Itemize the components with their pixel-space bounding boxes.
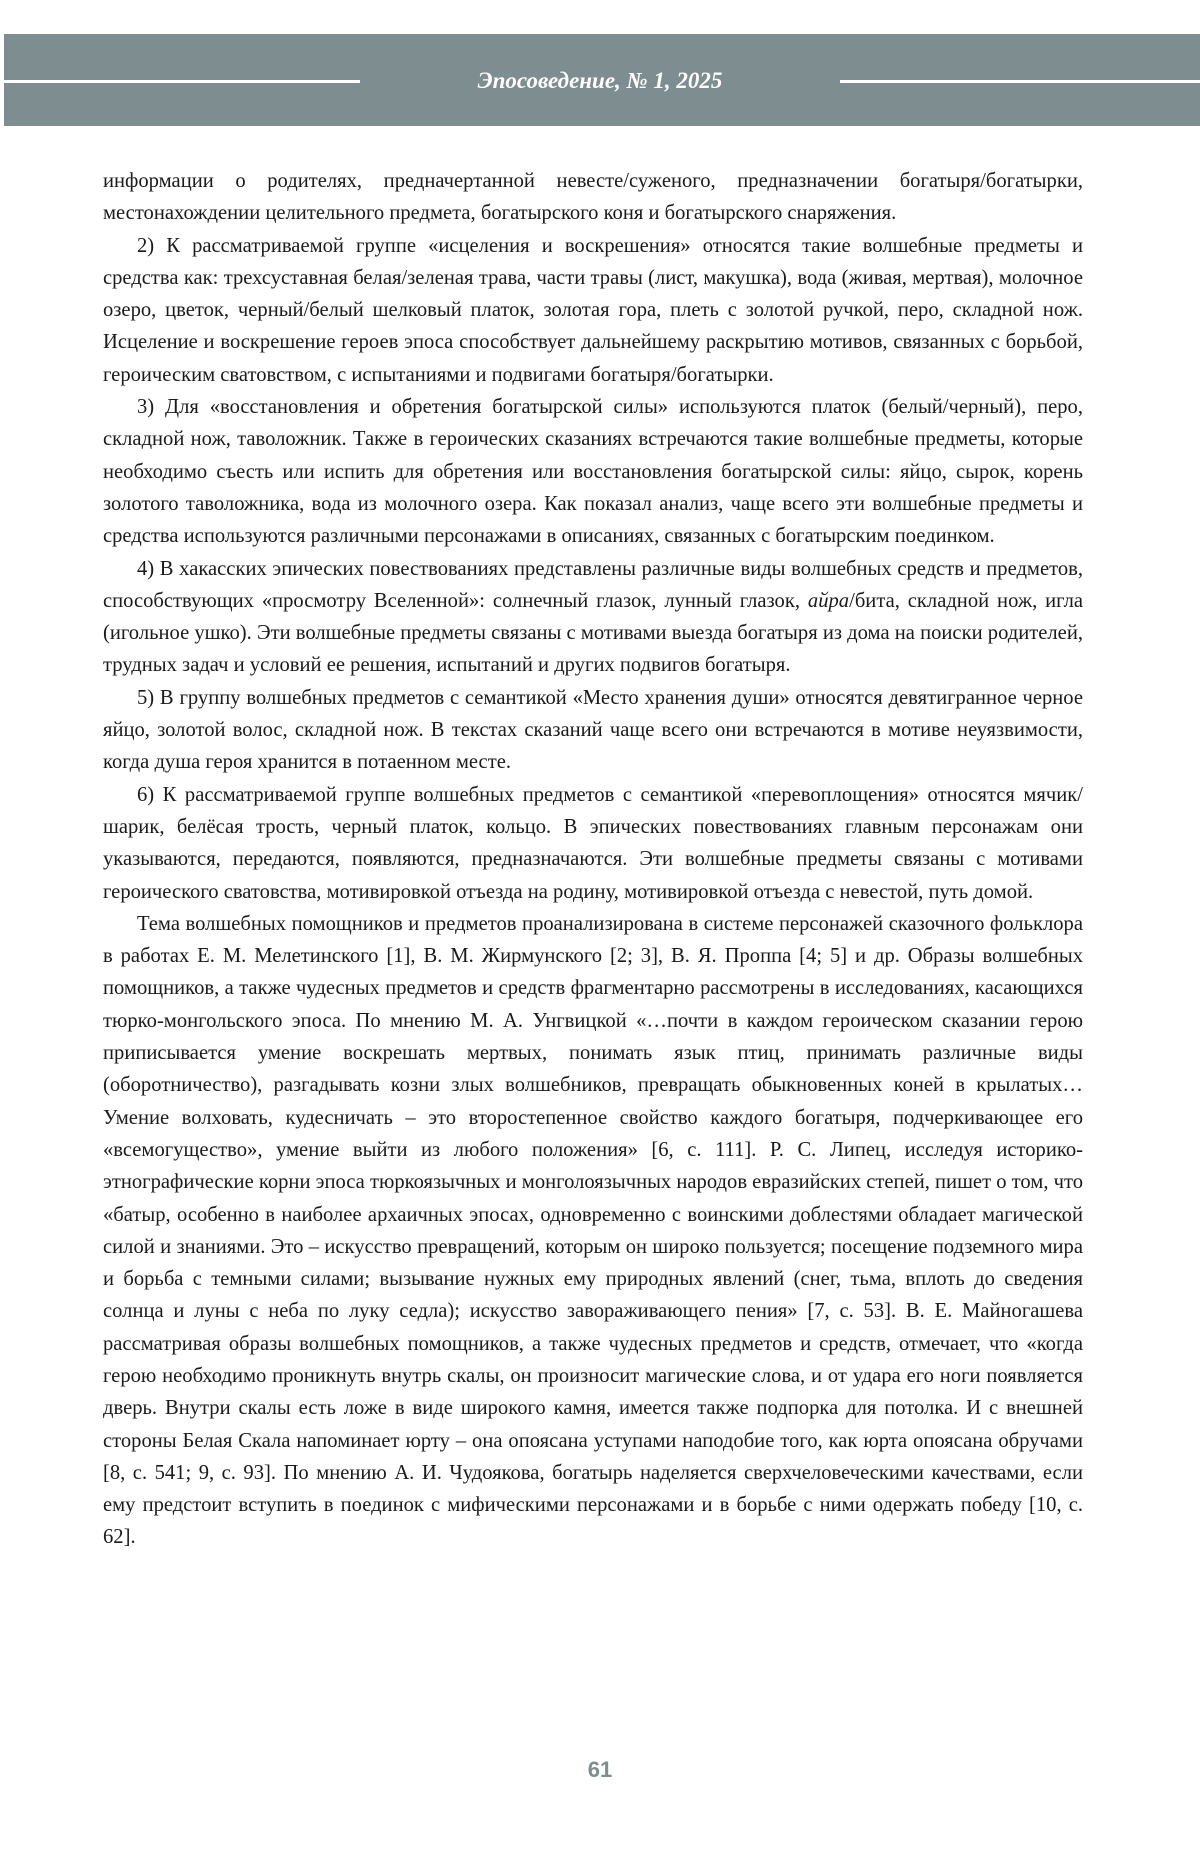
article-body bbox=[103, 165, 1083, 1554]
paragraph-item-2: 2) К рассматриваемой группе «исцеления и воскрешения» относятся такие волшебные предметы и средства как: трехсуставная белая/зеленая трава, части травы (лист, макушка), вода (живая, мертвая), молочное озеро, цветок, черный/белый шелковый платок, золотая гора, плеть с золотой ручкой, перо, складной нож. Исцеление и воскрешение героев эпоса способствует дальнейшему раскрытию мотивов, связанных с борьбой, героическим сватовством, с испытаниями и подвигами богатыря/богатырки. bbox=[103, 234, 1083, 386]
paragraph-continuation: информации о родителях, предначертанной невесте/суженого, предназначении богатыря/богатырки, местонахождении целительного предмета, богатырского коня и богатырского снаряжения. bbox=[103, 170, 1083, 225]
paragraph-literature-review: Тема волшебных помощников и предметов проанализирована в системе персонажей сказочного фольклора в работах Е. М. Мелетинского [1], В. М. Жирмунского [2; 3], В. Я. Проппа [4; 5] и др. Образы волшебных помощников, а также чудесных предметов и средств фрагментарно рассмотрены в исследованиях, касающихся тюрко-монгольского эпоса. По мнению М. А. Унгвицкой «…почти в каждом героическом сказании герою приписывается умение воскрешать мертвых, понимать язык птиц, принимать различные виды (оборотничество), разгадывать козни злых волшебников, превращать обыкновенных коней в крылатых…Умение волховать, кудесничать – это второстепенное свойство каждого богатыря, подчеркивающее его «всемогущество», умение выйти из любого положения» [6, с. 111]. Р. С. Липец, исследуя историко-этнографические корни эпоса тюркоязычных и монголоязычных народов евразийских степей, пишет о том, что «батыр, особенно в наиболее архаичных эпосах, одновременно с воинскими доблестями обладает магической силой и знаниями. Это – искусство превращений, которым он широко пользуется; посещение подземного мира и борьба с темными силами; вызывание нужных ему природных явлений (снег, тьма, вплоть до сведения солнца и луны с неба по луку седла); искусство завораживающего пения» [7, с. 53]. В. Е. Майногашева рассматривая образы волшебных помощников, а также чудесных предметов и средств, отмечает, что «когда герою необходимо проникнуть внутрь скалы, он произносит магические слова, и от удара его ноги появляется дверь. Внутри скалы есть ложе в виде широкого камня, имеется также подпорка для потолка. И с внешней стороны Белая Скала напоминает юрту – она опоясана уступами наподобие того, как юрта опоясана обручами [8, с. 541; 9, с. 93]. По мнению А. И. Чудоякова, богатырь наделяется сверхчеловеческими качествами, если ему предстоит вступить в поединок с мифическими персонажами и в борьбе с ними одержать победу [10, с. 62]. bbox=[103, 912, 1084, 1549]
paragraph-item-6: 6) К рассматриваемой группе волшебных предметов с семантикой «перевоплощения» относятся мячик/шарик, белёсая трость, черный платок, кольцо. В эпических повествованиях главным персонажам они указываются, передаются, появляются, предназначаются. Эти волшебные предметы связаны с мотивами героического сватовства, мотивировкой отъезда на родину, мотивировкой отъезда с невестой, путь домой. bbox=[103, 783, 1083, 903]
paragraph-item-4-italic-term: айра bbox=[807, 589, 850, 612]
journal-running-title: Эпосоведение, № 1, 2025 bbox=[477, 68, 723, 93]
paragraph-item-4-part-1: 4) В хакасских эпических повествованиях представлены различные виды волшебных средств и предметов, способствующих «просмотру Вселенной»: солнечный глазок, лунный глазок, bbox=[103, 557, 1083, 612]
header-rule-left bbox=[4, 80, 360, 83]
paragraph-item-5: 5) В группу волшебных предметов с семантикой «Место хранения души» относятся девятигранное черное яйцо, золотой волос, складной нож. В текстах сказаний чаще всего они встречаются в мотиве неуязвимости, когда душа героя хранится в потаенном месте. bbox=[103, 686, 1083, 774]
paragraph-item-4 bbox=[103, 553, 1083, 682]
page-number: 61 bbox=[587, 1757, 613, 1782]
header-rule-right bbox=[840, 80, 1200, 83]
paragraph-item-4-part-2: /бита, складной нож, игла (игольное ушко). Эти волшебные предметы связаны с мотивами выезда богатыря из дома на поиски родителей, трудных задач и условий ее решения, испытаний и других подвигов богатыря. bbox=[103, 589, 1083, 677]
paragraph-item-3: 3) Для «восстановления и обретения богатырской силы» используются платок (белый/черный), перо, складной нож, таволожник. Также в героических сказаниях встречаются такие волшебные предметы, которые необходимо съесть или испить для обретения или восстановления богатырской силы: яйцо, сырок, корень золотого таволожника, вода из молочного озера. Как показал анализ, чаще всего эти волшебные предметы и средства используются различными персонажами в описаниях, связанных с богатырским поединком. bbox=[103, 396, 1083, 548]
